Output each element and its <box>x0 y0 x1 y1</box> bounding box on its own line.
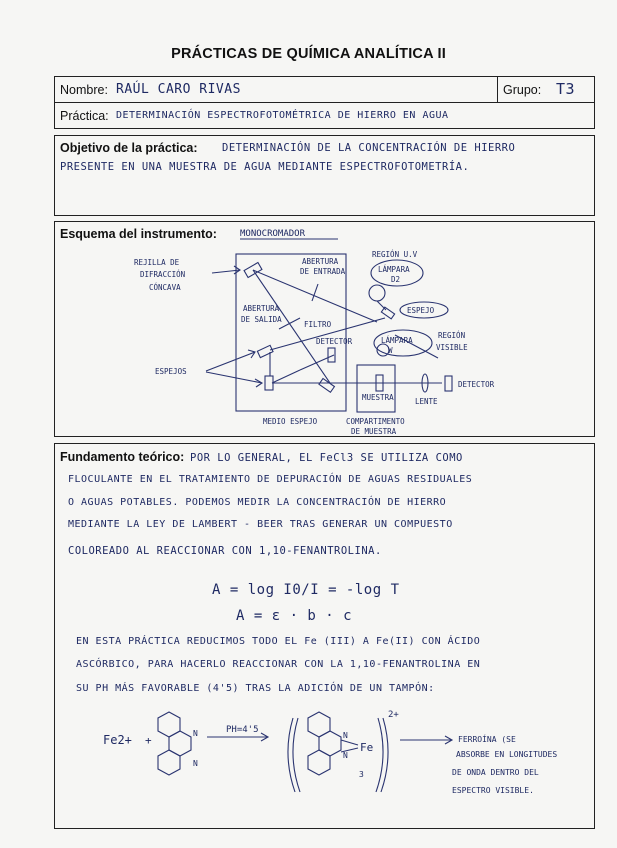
grupo-value: T3 <box>556 80 576 98</box>
lampara-w-label-1: LÁMPARA <box>381 336 413 345</box>
objetivo-line-1: DETERMINACIÓN DE LA CONCENTRACIÓN DE HIERRO <box>222 142 516 154</box>
region-uv-label: REGIÓN U.V <box>372 250 418 259</box>
n-atom-complex-bottom: N <box>343 751 348 760</box>
grupo-label: Grupo: <box>503 83 542 97</box>
fundamento-line-5: COLOREADO AL REACCIONAR CON 1,10-FENANTROLINA. <box>68 545 382 557</box>
detector-internal-label: DETECTOR <box>316 337 353 346</box>
fundamento-line-2: FLOCULANTE EN EL TRATAMIENTO DE DEPURACIÓN DE AGUAS RESIDUALES <box>68 474 473 485</box>
page-title: PRÁCTICAS DE QUÍMICA ANALÍTICA II <box>171 46 446 62</box>
complex-subscript: 3 <box>359 770 364 779</box>
region-visible-label-2: VISIBLE <box>436 343 468 352</box>
ferroina-line-1: FERROÍNA (SE <box>458 735 516 744</box>
n-atom-complex-top: N <box>343 731 348 740</box>
fe2-ion: Fe2+ <box>103 733 132 747</box>
monocromador-label: MONOCROMADOR <box>240 229 306 239</box>
abertura-entrada-label-2: DE ENTRADA <box>300 267 346 276</box>
left-bracket <box>288 718 295 792</box>
compartimento-label-2: DE MUESTRA <box>351 427 397 436</box>
practica-value: DETERMINACIÓN ESPECTROFOTOMÉTRICA DE HIERRO EN AGUA <box>116 110 449 121</box>
complex-charge: 2+ <box>388 710 399 720</box>
fundamento-label: Fundamento teórico: <box>60 450 185 464</box>
lampara-d2-label-2: D2 <box>391 275 401 284</box>
n-atom-free-top: N <box>193 729 198 738</box>
region-visible-label-1: REGIÓN <box>438 331 466 340</box>
ph-condition: PH=4'5 <box>226 725 259 735</box>
fundamento-line-1: POR LO GENERAL, EL FeCl3 SE UTILIZA COMO <box>190 452 463 464</box>
rejilla-label-2: DIFRACCIÓN <box>140 270 186 279</box>
objetivo-label: Objetivo de la práctica: <box>60 141 198 155</box>
nombre-label: Nombre: <box>60 83 108 97</box>
fundamento-line-3: O AGUAS POTABLES. PODEMOS MEDIR LA CONCENTRACIÓN DE HIERRO <box>68 497 447 508</box>
practica-label: Práctica: <box>60 109 109 123</box>
espejo-label: ESPEJO <box>407 306 435 315</box>
compartimento-label-1: COMPARTIMENTO <box>346 417 405 426</box>
filtro-label: FILTRO <box>304 320 332 329</box>
abertura-salida-label-1: ABERTURA <box>243 304 280 313</box>
muestra-label: MUESTRA <box>362 393 394 402</box>
esquema-label: Esquema del instrumento: <box>60 227 217 241</box>
abertura-salida-label-2: DE SALIDA <box>241 315 282 324</box>
fe-complex: Fe <box>360 741 374 754</box>
phen-ring-bottom <box>158 750 180 775</box>
ferroina-line-4: ESPECTRO VISIBLE. <box>452 786 534 795</box>
fundamento-line-6: EN ESTA PRÁCTICA REDUCIMOS TODO EL Fe (III) A Fe(II) CON ÁCIDO <box>76 636 481 647</box>
lampara-w-label-2: W <box>388 346 393 355</box>
equation-2: A = ε · b · c <box>236 608 353 624</box>
plus-sign: + <box>145 734 152 747</box>
objetivo-line-2: PRESENTE EN UNA MUESTRA DE AGUA MEDIANTE ESPECTROFOTOMETRÍA. <box>60 161 470 173</box>
medio-espejo-label: MEDIO ESPEJO <box>263 417 318 426</box>
equation-1: A = log I0/I = -log T <box>212 582 400 598</box>
espejos-label: ESPEJOS <box>155 367 187 376</box>
lente-label: LENTE <box>415 397 438 406</box>
ferroina-line-2: ABSORBE EN LONGITUDES <box>456 750 558 759</box>
right-bracket <box>376 718 383 792</box>
detector-external-label: DETECTOR <box>458 380 495 389</box>
rejilla-label-3: CÓNCAVA <box>149 283 181 292</box>
lampara-d2-label-1: LÁMPARA <box>378 265 410 274</box>
abertura-entrada-label-1: ABERTURA <box>302 257 339 266</box>
fundamento-line-4: MEDIANTE LA LEY DE LAMBERT - BEER TRAS GENERAR UN COMPUESTO <box>68 519 453 530</box>
rejilla-label-1: REJILLA DE <box>134 258 180 267</box>
ferroina-line-3: DE ONDA DENTRO DEL <box>452 768 539 777</box>
n-atom-free-bottom: N <box>193 759 198 768</box>
nombre-value: RAÚL CARO RIVAS <box>116 82 241 97</box>
complex-ring-bottom <box>308 750 330 775</box>
fundamento-line-8: SU PH MÁS FAVORABLE (4'5) TRAS LA ADICIÓN DE UN TAMPÓN: <box>76 683 435 694</box>
fundamento-line-7: ASCÓRBICO, PARA HACERLO REACCIONAR CON LA 1,10-FENANTROLINA EN <box>76 659 481 670</box>
